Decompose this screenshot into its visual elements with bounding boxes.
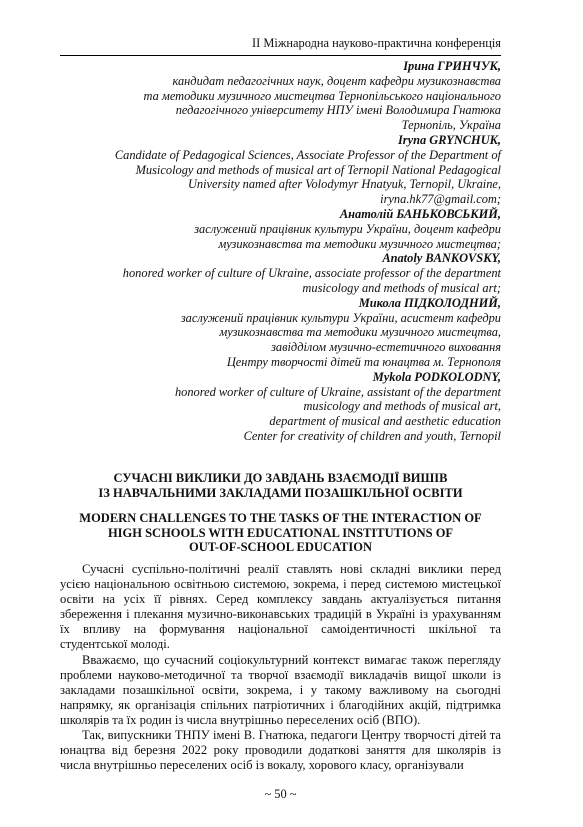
author-line: department of musical and aesthetic education	[269, 414, 501, 429]
author-line: заслужений працівник культури України, доцент кафедри	[194, 221, 501, 236]
author-line: заслужений працівник культури України, асистент кафедри	[180, 310, 501, 325]
title-line: ІЗ НАВЧАЛЬНИМИ ЗАКЛАДАМИ ПОЗАШКІЛЬНОЇ ОСВІТИ	[98, 485, 463, 500]
author-line: педагогічного університету НПУ імені Володимира Гнатюка	[175, 103, 501, 118]
authors-block	[60, 59, 501, 444]
title-ukrainian	[60, 471, 501, 500]
author-line: музикознавства та методики музичного мистецтва;	[218, 236, 501, 251]
title-line: OUT-OF-SCHOOL EDUCATION	[188, 540, 372, 555]
article-body	[60, 562, 501, 773]
author-line: musicology and methods of musical art,	[303, 399, 501, 414]
title-line: СУЧАСНІ ВИКЛИКИ ДО ЗАВДАНЬ ВЗАЄМОДІЇ ВИШІВ	[113, 471, 448, 485]
page-number: ~ 50 ~	[264, 787, 297, 801]
body-paragraph: Так, випускники ТНПУ імені В. Гнатюка, педагоги Центру творчості дітей та юнацтва від березня 2022 року проводили додаткові заняття для школярів із числа внутрішньо переселених осіб із вокалу, хорового класу, організували	[60, 728, 501, 773]
body-paragraph: Вважаємо, що сучасний соціокультурний контекст вимагає також перегляду проблеми науково-методичної та творчої взаємодії викладачів вищої школи із закладами позашкільної освіти, зокрема, і у такому важливому на сьогодні напрямку, як організація спільних патріотичних і благодійних акцій, підтримка школярів та їх родин із числа внутрішньо переселених осіб (ВПО).	[60, 652, 501, 727]
author-line: Анатолій БАНЬКОВСЬКИЙ,	[339, 206, 501, 221]
author-line: Тернопіль, Україна	[401, 118, 501, 133]
author-line: музикознавства та методики музичного мистецтва,	[219, 325, 501, 340]
author-line: Микола ПІДКОЛОДНИЙ,	[358, 295, 501, 310]
author-line: honored worker of culture of Ukraine, associate professor of the department	[122, 266, 501, 281]
author-line: musicology and methods of musical art;	[302, 280, 501, 295]
conference-header: II Міжнародна науково-практична конференція	[252, 36, 501, 50]
author-line: Center for creativity of children and youth, Ternopil	[243, 428, 501, 443]
author-line: Musicology and methods of musical art of Ternopil National Pedagogical	[135, 162, 501, 177]
title-line: MODERN CHALLENGES TO THE TASKS OF THE INTERACTION OF	[79, 511, 482, 525]
author-line: Anatoly BANKOVSKY,	[382, 251, 501, 266]
title-english	[60, 511, 501, 555]
author-line: Iryna GRYNCHUK,	[397, 132, 501, 147]
title-line: HIGH SCHOOLS WITH EDUCATIONAL INSTITUTIONS OF	[107, 525, 454, 540]
header-rule	[60, 55, 501, 56]
author-line: завідділом музично-естетичного виховання	[271, 340, 501, 355]
author-line: Candidate of Pedagogical Sciences, Associate Professor of the Department of	[114, 147, 501, 162]
author-line: University named after Volodymyr Hnatyuk, Ternopil, Ukraine,	[187, 177, 501, 192]
body-paragraph: Сучасні суспільно-політичні реалії ставлять нові складні виклики перед усією національною освітньою системою, зокрема, і перед системою мистецької освіти на усіх її рівнях. Серед комплексу завдань актуалізується питання збереження і плекання музично-виконавських традицій в Україні із урахуванням їх впливу на формування національної самоідентичності шкільної та студентської молоді.	[60, 562, 501, 652]
author-line: honored worker of culture of Ukraine, assistant of the department	[174, 384, 501, 399]
author-email: iryna.hk77@gmail.com;	[380, 192, 501, 207]
author-line: кандидат педагогічних наук, доцент кафедри музикознавства	[172, 73, 501, 88]
author-line: Ірина ГРИНЧУК,	[403, 59, 501, 73]
author-line: та методики музичного мистецтва Тернопільського національного	[143, 88, 501, 103]
author-line: Центру творчості дітей та юнацтва м. Тернополя	[226, 354, 501, 369]
author-line: Mykola PODKOLODNY,	[372, 369, 501, 384]
